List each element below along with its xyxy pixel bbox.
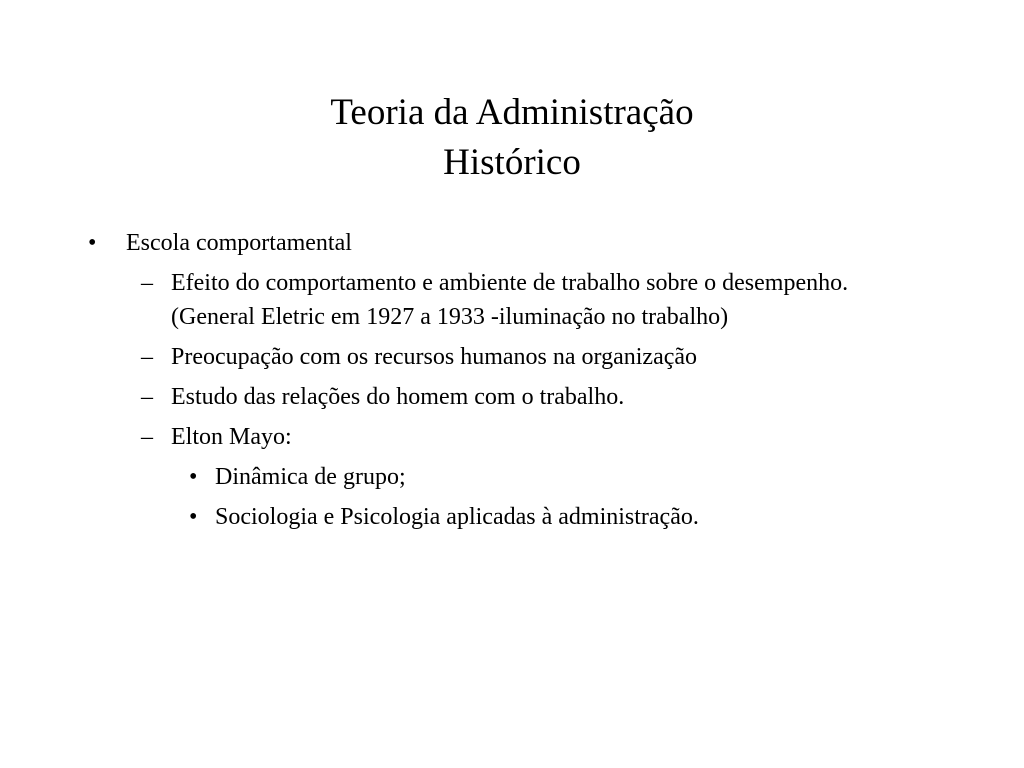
title-line-1: Teoria da Administração: [330, 92, 694, 133]
bullet-marker: •: [88, 230, 97, 256]
sub-item-text: Elton Mayo:: [171, 424, 292, 450]
title-line-2: Histórico: [443, 142, 581, 183]
slide-body: [0, 226, 1024, 540]
sub-sub-item-dinamica-grupo: [0, 460, 915, 494]
sub-sub-item-sociologia-psicologia: [0, 500, 915, 534]
bullet-marker: •: [189, 464, 198, 490]
dash-marker: –: [141, 344, 153, 370]
sub-sub-item-text: Dinâmica de grupo;: [215, 464, 406, 490]
sub-item-text: Preocupação com os recursos humanos na organização: [171, 344, 698, 370]
sub-item-text: Estudo das relações do homem com o trabalho.: [171, 384, 625, 410]
dash-marker: –: [141, 384, 153, 410]
sub-item-relacoes-homem: [0, 380, 891, 414]
sub-sub-item-text: Sociologia e Psicologia aplicadas à administração.: [215, 504, 699, 530]
bullet-item-escola-comportamental: [0, 226, 886, 260]
sub-item-efeito-comportamento: [0, 266, 891, 334]
bullet-text: Escola comportamental: [126, 230, 352, 256]
sub-item-elton-mayo: [0, 420, 891, 454]
slide-title: [0, 88, 1024, 188]
sub-item-text: Efeito do comportamento e ambiente de trabalho sobre o desempenho. (General Eletric em 1927 a 1933 -iluminação no trabalho): [171, 270, 849, 330]
bullet-marker: •: [189, 504, 198, 530]
dash-marker: –: [141, 424, 153, 450]
dash-marker: –: [141, 270, 153, 296]
sub-item-recursos-humanos: [0, 340, 891, 374]
